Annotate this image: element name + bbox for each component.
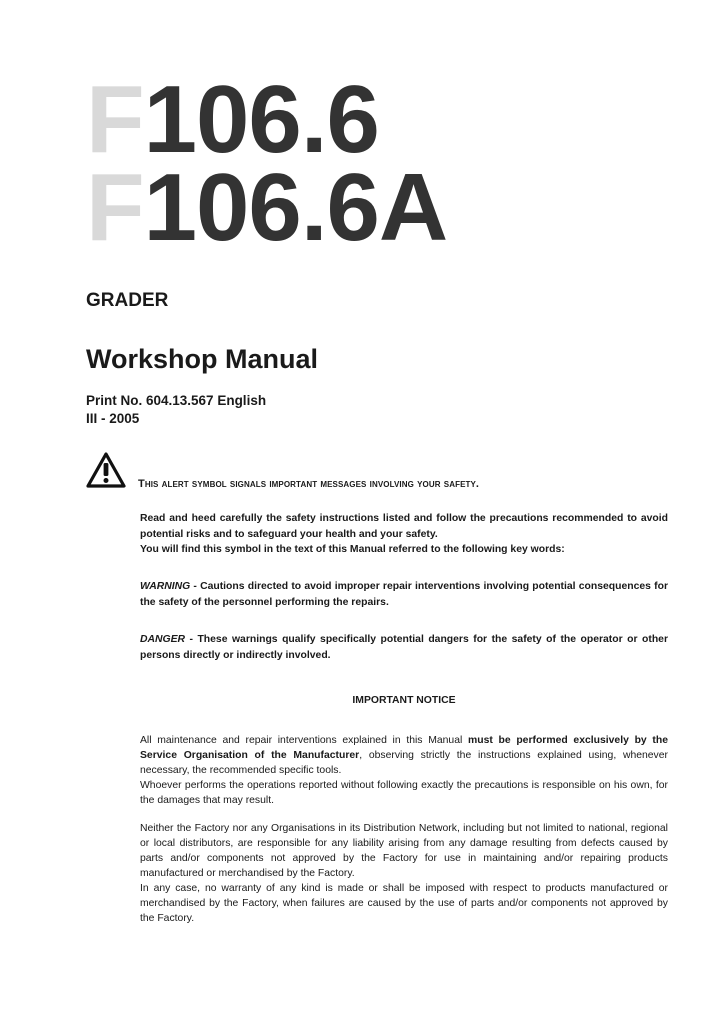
alert-line: This alert symbol signals important messages involving your safety. [138,478,480,490]
notice-paragraph-1 [140,733,668,808]
warning-text: - Cautions directed to avoid improper repair interventions involving potential consequences for the safety of the personnel performing the repairs. [140,581,668,608]
notice-paragraph-2 [140,821,668,926]
print-date: III - 2005 [86,411,140,426]
model-prefix: F [86,154,144,261]
notice-text [140,733,668,778]
print-info [86,392,266,428]
model-title-2 [86,154,448,261]
notice-text-c: , observing strictly the instructions explained using, whenever necessary, the recommended specific tools. [140,750,668,776]
danger-text: - These warnings qualify specifically potential dangers for the safety of the operator or other persons directly or indirectly involved. [140,634,668,661]
manual-title: Workshop Manual [86,344,319,374]
notice-text-emphasis: must be performed exclusively by the Service Organisation of the Manufacturer [140,735,668,761]
machine-type: GRADER [86,290,169,311]
model-number: 106.6 [143,66,379,173]
warranty-text: In any case, no warranty of any kind is made or shall be imposed with respect to products manufactured or merchandised by the Factory, when failures are caused by the use of parts and/or components not approved by the Factory. [140,883,668,924]
model-number: 106.6A [143,154,448,261]
intro-paragraph [140,511,668,558]
warning-triangle-icon [86,452,126,488]
liability-text: Neither the Factory nor any Organisations in its Distribution Network, including but not limited to national, regional or local distributors, are responsible for any liability arising from any damage resulting from defects caused by parts and/or components not approved by the Factory for use in maintaining and/or repairing products manufactured or merchandised by the Factory. [140,823,668,879]
warning-keyword: WARNING [140,581,191,592]
warning-paragraph [140,579,668,610]
intro-text: Read and heed carefully the safety instructions listed and follow the precautions recommended to avoid potential risks and to safeguard your health and your safety. [140,513,668,540]
notice-title: IMPORTANT NOTICE [352,695,456,706]
intro-keywords-text: You will find this symbol in the text of this Manual referred to the following key words: [140,544,565,555]
notice-responsibility-text: Whoever performs the operations reported without following exactly the precautions is responsible on his own, for the damages that may result. [140,780,668,806]
danger-paragraph [140,632,668,663]
model-prefix: F [86,66,144,173]
print-number: Print No. 604.13.567 English [86,393,267,408]
notice-text-a: All maintenance and repair interventions explained in this Manual [140,735,468,746]
danger-keyword: DANGER [140,634,186,645]
